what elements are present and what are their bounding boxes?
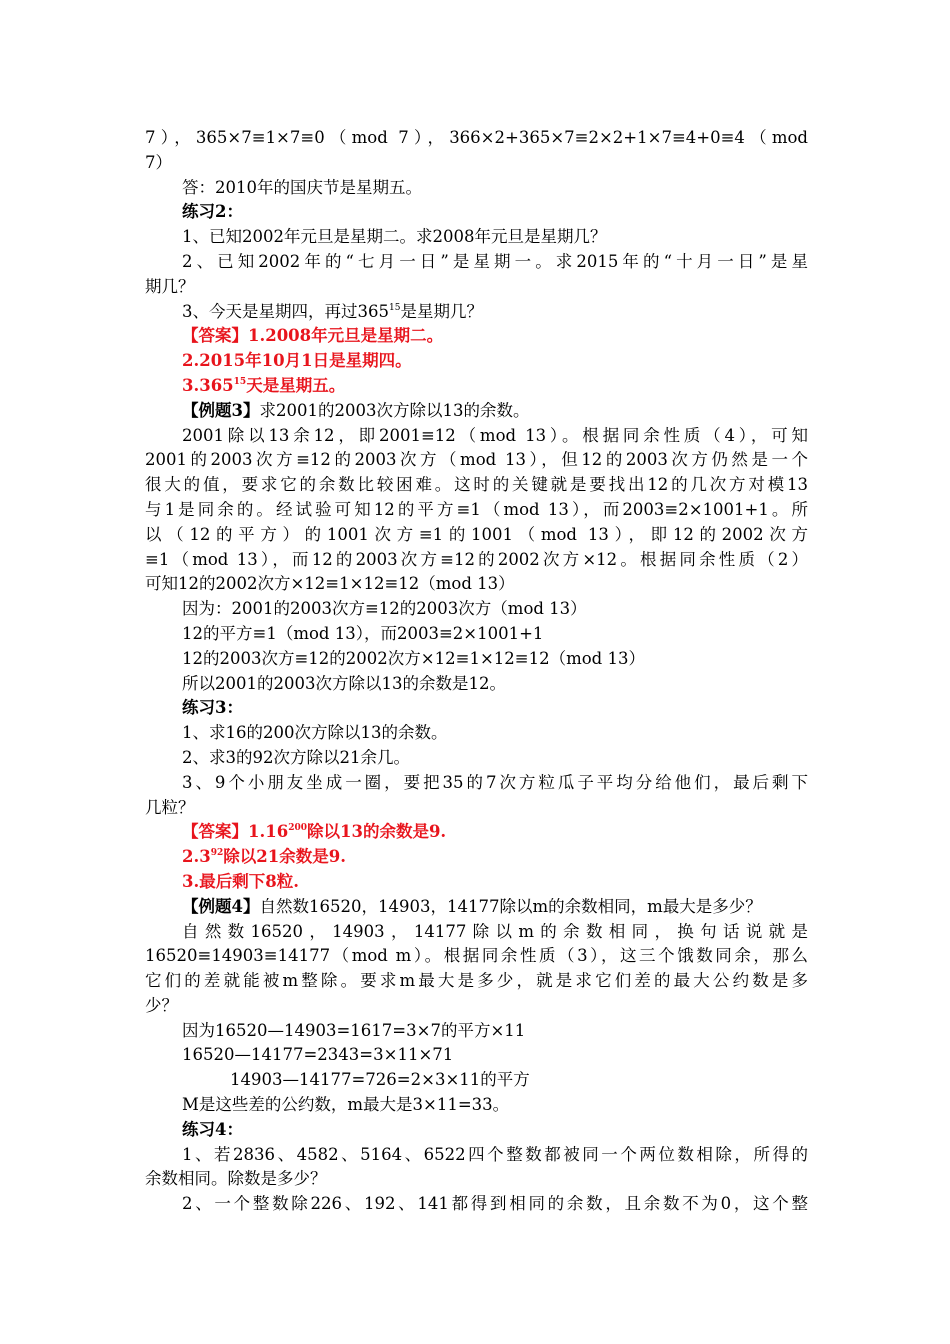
line-text: 2.2015年10月1日是星期四。 — [182, 351, 412, 371]
text-line — [145, 1143, 808, 1168]
text-line — [145, 672, 808, 697]
text-line — [145, 225, 808, 250]
text-line — [145, 647, 808, 672]
text-line — [145, 597, 808, 622]
text-line — [145, 126, 808, 151]
text-line — [145, 845, 808, 870]
line-text: 3.365 — [182, 375, 234, 395]
text-line — [145, 1019, 808, 1044]
text-line — [145, 796, 808, 821]
line-text: 2、一个整数除226、192、141都得到相同的余数，且余数不为0，这个整 — [182, 1194, 808, 1214]
line-text: 练习3： — [182, 698, 243, 718]
text-line — [145, 969, 808, 994]
line-text: 1、求16的200次方除以13的余数。 — [182, 723, 448, 743]
example-label: 【例题3】 — [182, 400, 260, 420]
line-text: 余数相同。除数是多少？ — [145, 1169, 327, 1189]
line-text: 1、若2836、4582、5164、6522四个整数都被同一个两位数相除，所得的 — [182, 1144, 808, 1164]
line-text-tail: 除以13的余数是9. — [306, 822, 447, 842]
line-text: 2、求3的92次方除以21余几。 — [182, 747, 410, 767]
line-text: 16520≡14903≡14177（mod m）。根据同余性质（3），这三个饿数同余，那么 — [145, 946, 808, 966]
line-text: 自然数16520，14903，14177除以m的余数相同，m最大是多少？ — [259, 896, 762, 916]
text-line — [145, 548, 808, 573]
line-text: 以（12的平方）的1001次方≡1的1001（mod 13），即12的2002次方 — [145, 524, 808, 544]
text-line — [145, 275, 808, 300]
text-line — [145, 300, 808, 325]
line-text: 16520—14177=2343=3×11×71 — [182, 1045, 454, 1065]
line-text: 2、已知2002年的“七月一日”是星期一。求2015年的“十月一日”是星 — [182, 251, 808, 271]
text-line — [145, 399, 808, 424]
line-text: 12的平方≡1（mod 13），而2003≡2×1001+1 — [182, 623, 544, 643]
line-text-tail: 除以21余数是9. — [223, 847, 346, 867]
text-line — [145, 374, 808, 399]
text-line — [145, 1043, 808, 1068]
exponent: 200 — [288, 823, 307, 834]
line-text: 期几？ — [145, 276, 195, 296]
text-line — [145, 523, 808, 548]
line-text: 因为16520—14903=1617=3×7的平方×11 — [182, 1020, 526, 1040]
example-label: 【例题4】 — [182, 896, 260, 916]
line-text: 【答案】1.2008年元旦是星期二。 — [182, 326, 444, 346]
line-text: 自然数16520，14903，14177除以m的余数相同，换句话说就是 — [182, 921, 808, 941]
line-text-tail: 是星期几？ — [400, 301, 483, 321]
text-line — [145, 473, 808, 498]
text-line — [145, 1192, 808, 1217]
text-line — [145, 994, 808, 1019]
line-text: 14903—14177=726=2×3×11的平方 — [230, 1070, 530, 1090]
line-text: 与1是同余的。经试验可知12的平方≡1（mod 13），而2003≡2×1001+1。所 — [145, 499, 808, 519]
text-line — [145, 944, 808, 969]
line-text: 2001的2003次方≡12的2003次方（mod 13），但12的2003次方仍然是一个 — [145, 450, 808, 470]
text-line — [145, 820, 808, 845]
line-text: 7） — [145, 152, 172, 172]
line-text: 几粒？ — [145, 797, 195, 817]
text-line — [145, 200, 808, 225]
exponent: 92 — [210, 848, 224, 859]
line-text: 3、9个小朋友坐成一圈，要把35的7次方粒瓜子平均分给他们，最后剩下 — [182, 772, 808, 792]
text-line — [145, 572, 808, 597]
text-line — [145, 721, 808, 746]
text-line — [145, 1093, 808, 1118]
line-text: ≡1（mod 13），而12的2003次方≡12的2002次方×12。根据同余性质（2） — [145, 549, 808, 569]
text-line — [145, 1068, 808, 1093]
line-text: 它们的差就能被m整除。要求m最大是多少，就是求它们差的最大公约数是多 — [145, 971, 808, 991]
text-line — [145, 250, 808, 275]
text-line — [145, 151, 808, 176]
line-text: M是这些差的公约数，m最大是3×11=33。 — [182, 1095, 510, 1115]
text-line — [145, 424, 808, 449]
line-text: 12的2003次方≡12的2002次方×12≡1×12≡12（mod 13） — [182, 648, 645, 668]
text-line — [145, 746, 808, 771]
exponent: 15 — [233, 376, 247, 387]
line-text: 3、今天是星期四，再过365 — [182, 301, 389, 321]
line-text: 可知12的2002次方×12≡1×12≡12（mod 13） — [145, 574, 515, 594]
text-line — [145, 771, 808, 796]
text-line — [145, 622, 808, 647]
line-text: 7），365×7≡1×7≡0（mod 7），366×2+365×7≡2×2+1×7≡4+0≡4（mod — [145, 128, 808, 147]
line-text: 【答案】1.16 — [182, 822, 289, 842]
line-text: 因为：2001的2003次方≡12的2003次方（mod 13） — [182, 599, 587, 619]
text-line — [145, 324, 808, 349]
line-text: 练习2： — [182, 202, 243, 222]
line-text-tail: 天是星期五。 — [246, 375, 346, 395]
line-text: 2001除以13余12，即2001≡12（mod 13）。根据同余性质（4），可知 — [182, 425, 808, 445]
line-text: 3.最后剩下8粒. — [182, 871, 299, 891]
text-line — [145, 349, 808, 374]
line-text: 1、已知2002年元旦是星期二。求2008年元旦是星期几？ — [182, 227, 607, 247]
text-line — [145, 696, 808, 721]
text-line — [145, 920, 808, 945]
line-text: 练习4： — [182, 1119, 243, 1139]
text-line — [145, 895, 808, 920]
text-line — [145, 870, 808, 895]
line-text: 答：2010年的国庆节是星期五。 — [182, 177, 422, 197]
text-line — [145, 1167, 808, 1192]
line-text: 所以2001的2003次方除以13的余数是12。 — [182, 673, 506, 693]
text-line — [145, 1118, 808, 1143]
line-text: 2.3 — [182, 847, 211, 867]
text-line — [145, 448, 808, 473]
text-line — [145, 498, 808, 523]
line-text: 求2001的2003次方除以13的余数。 — [259, 400, 530, 420]
exponent: 15 — [389, 302, 401, 313]
line-text: 很大的值，要求它的余数比较困难。这时的关键就是要找出12的几次方对模13 — [145, 475, 808, 495]
line-text: 少？ — [145, 995, 178, 1015]
text-line — [145, 176, 808, 201]
